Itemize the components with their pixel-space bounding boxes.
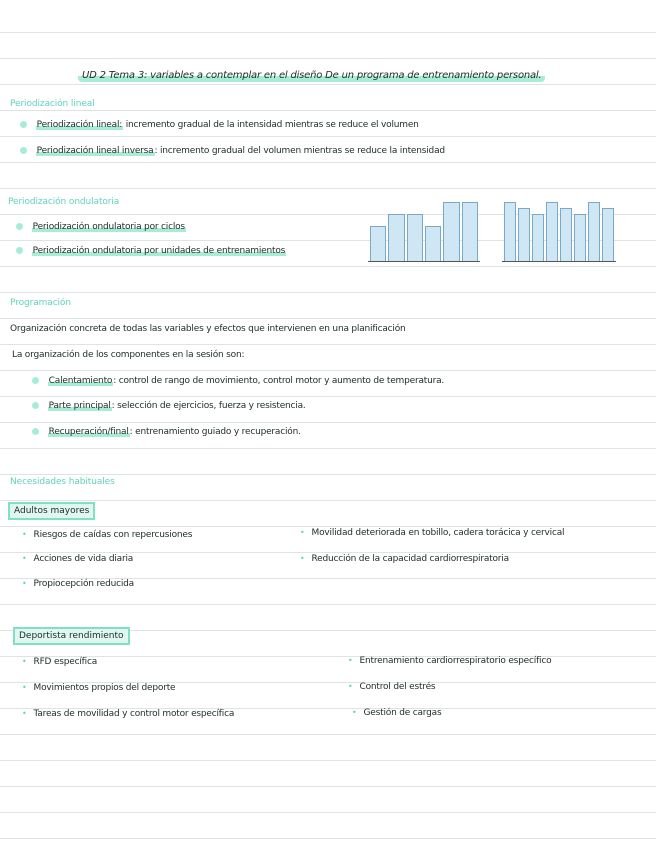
group-label-deportista: Deportista rendimiento (13, 627, 130, 645)
lineal-item-1 (20, 120, 419, 130)
lineal-desc-2: : incremento gradual del volumen mientras se reduce la intensidad (154, 146, 445, 156)
programacion-item-2 (32, 401, 306, 411)
section-heading-necesidades: Necesidades habituales (10, 477, 115, 487)
lineal-item-2 (20, 146, 445, 156)
chart-bar (370, 226, 386, 262)
chart-bar (425, 226, 441, 262)
lineal-term-1: Periodización lineal: (36, 120, 123, 130)
ondulatoria-item-2 (16, 246, 286, 256)
ondulatoria-label-1: Periodización ondulatoria por ciclos (32, 222, 185, 232)
adultos-left-1: • Riesgos de caídas con repercusiones (22, 530, 192, 540)
chart-bar (602, 208, 614, 262)
lineal-term-2: Periodización lineal inversa (36, 146, 154, 156)
programacion-desc-1: : control de rango de movimiento, control motor y aumento de temperatura. (113, 376, 445, 386)
programacion-item-3 (32, 427, 301, 437)
deportista-right-3: • Gestión de cargas (352, 708, 441, 718)
chart-bar (560, 208, 572, 262)
section-heading-lineal: Periodización lineal (10, 99, 95, 109)
programacion-term-3: Recuperación/final (48, 427, 129, 437)
programacion-desc-2: : selección de ejercicios, fuerza y resistencia. (111, 401, 306, 411)
chart-bar (546, 202, 558, 262)
chart-bar (518, 208, 530, 262)
adultos-right-1: • Movilidad deteriorada en tobillo, cadera torácica y cervical (300, 528, 564, 538)
chart-bar (532, 214, 544, 262)
deportista-left-2: • Movimientos propios del deporte (22, 683, 175, 693)
ondulatoria-label-2: Periodización ondulatoria por unidades de entrenamientos (32, 246, 286, 256)
chart-bar (443, 202, 459, 262)
chart-bar (588, 202, 600, 262)
programacion-term-1: Calentamiento (48, 376, 113, 386)
chart-bar (407, 214, 423, 262)
programacion-line-2: La organización de los componentes en la sesión son: (12, 350, 245, 360)
ondulatoria-item-1 (16, 222, 186, 232)
lineal-desc-1: incremento gradual de la intensidad mientras se reduce el volumen (123, 120, 419, 130)
chart-bar (462, 202, 478, 262)
programacion-term-2: Parte principal (48, 401, 111, 411)
page-title: UD 2 Tema 3: variables a contemplar en el diseño De un programa de entrenamiento personal. (78, 69, 545, 82)
deportista-left-1: • RFD específica (22, 657, 97, 667)
chart-axis (368, 261, 480, 262)
chart-ondulatoria-ciclos (368, 190, 480, 262)
deportista-right-1: • Entrenamiento cardiorrespiratorio específico (348, 656, 551, 666)
group-label-adultos: Adultos mayores (8, 502, 95, 520)
chart-axis (502, 261, 616, 262)
programacion-line-1: Organización concreta de todas las variables y efectos que intervienen en una planificación (10, 324, 406, 334)
chart-bar (574, 214, 586, 262)
chart-ondulatoria-unidades (502, 190, 616, 262)
section-heading-ondulatoria: Periodización ondulatoria (8, 197, 120, 207)
programacion-desc-3: : entrenamiento guiado y recuperación. (129, 427, 301, 437)
deportista-right-2: • Control del estrés (348, 682, 435, 692)
adultos-left-2: • Acciones de vida diaria (22, 554, 133, 564)
deportista-left-3: • Tareas de movilidad y control motor específica (22, 709, 234, 719)
programacion-item-1 (32, 376, 444, 386)
chart-bar (388, 214, 404, 262)
adultos-right-2: • Reducción de la capacidad cardiorrespiratoria (300, 554, 509, 564)
section-heading-programacion: Programación (10, 298, 71, 308)
adultos-left-3: • Propiocepción reducida (22, 579, 134, 589)
chart-bar (504, 202, 516, 262)
